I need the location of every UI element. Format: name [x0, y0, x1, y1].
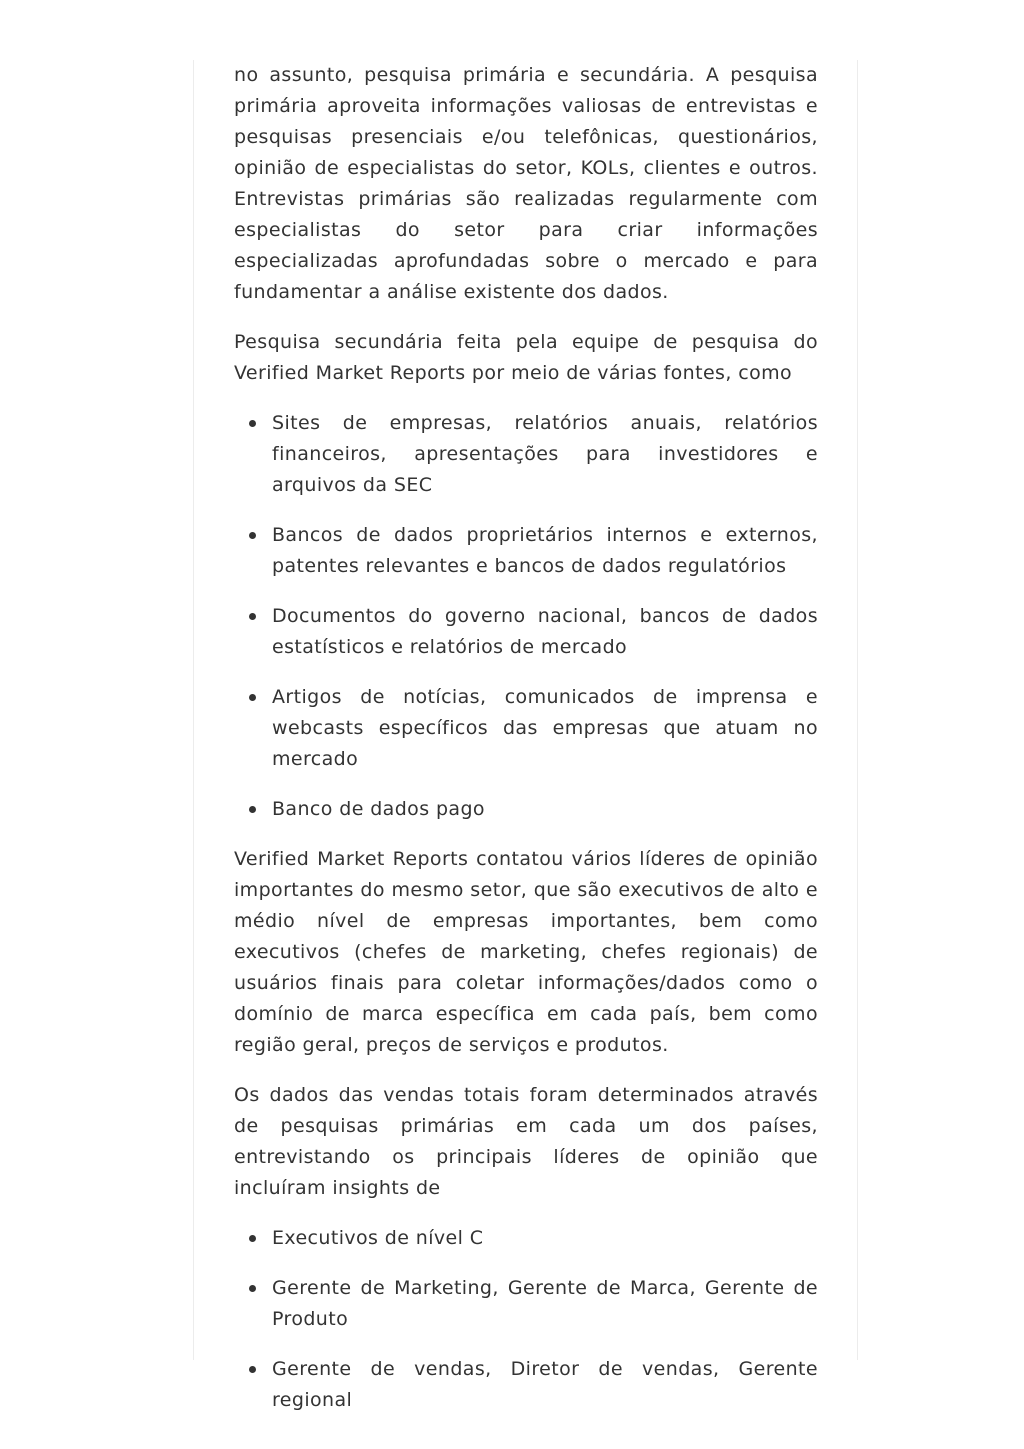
document-body: [234, 60, 818, 1435]
bullet-icon: [249, 1366, 256, 1373]
bullet-icon: [249, 613, 256, 620]
bullet-icon: [249, 806, 256, 813]
list-item: [272, 408, 818, 501]
paragraph-secondary-research: Pesquisa secundária feita pela equipe de pesquisa do Verified Market Reports por meio de várias fontes, como: [234, 331, 818, 384]
list-item-text: Banco de dados pago: [272, 798, 485, 820]
paragraph-opinion-leaders: Verified Market Reports contatou vários líderes de opinião importantes do mesmo setor, que são executivos de alto e médio nível de empresas importantes, bem como executivos (chefes de marketing, chefes regionais) de usuários finais para coletar informações/dados como o domínio de marca específica em cada país, bem como região geral, preços de serviços e produtos.: [234, 848, 818, 1056]
list-item-text: Documentos do governo nacional, bancos de dados estatísticos e relatórios de mercado: [272, 605, 818, 658]
list-item: [272, 794, 818, 825]
insights-list: [234, 1223, 818, 1416]
bullet-icon: [249, 420, 256, 427]
list-item-text: Gerente de Marketing, Gerente de Marca, Gerente de Produto: [272, 1277, 818, 1330]
list-item: [272, 1273, 818, 1335]
paragraph-total-sales: Os dados das vendas totais foram determinados através de pesquisas primárias em cada um dos países, entrevistando os principais líderes de opinião que incluíram insights de: [234, 1084, 818, 1199]
list-item: [272, 601, 818, 663]
list-item-text: Bancos de dados proprietários internos e externos, patentes relevantes e bancos de dados regulatórios: [272, 524, 818, 577]
paragraph-research-methods: no assunto, pesquisa primária e secundária. A pesquisa primária aproveita informações valiosas de entrevistas e pesquisas presenciais e/ou telefônicas, questionários, opinião de especialistas do setor, KOLs, clientes e outros. Entrevistas primárias são realizadas regularmente com especialistas do setor para criar informações especializadas aprofundadas sobre o mercado e para fundamentar a análise existente dos dados.: [234, 64, 818, 303]
bullet-icon: [249, 694, 256, 701]
list-item: [272, 520, 818, 582]
bullet-icon: [249, 1235, 256, 1242]
secondary-sources-list: [234, 408, 818, 825]
bullet-icon: [249, 532, 256, 539]
list-item-text: Artigos de notícias, comunicados de imprensa e webcasts específicos das empresas que atuam no mercado: [272, 686, 818, 770]
list-item: [272, 1354, 818, 1416]
bullet-icon: [249, 1285, 256, 1292]
list-item: [272, 1223, 818, 1254]
list-item-text: Executivos de nível C: [272, 1227, 484, 1249]
list-item-text: Sites de empresas, relatórios anuais, relatórios financeiros, apresentações para investidores e arquivos da SEC: [272, 412, 818, 496]
list-item: [272, 682, 818, 775]
list-item-text: Gerente de vendas, Diretor de vendas, Gerente regional: [272, 1358, 818, 1411]
